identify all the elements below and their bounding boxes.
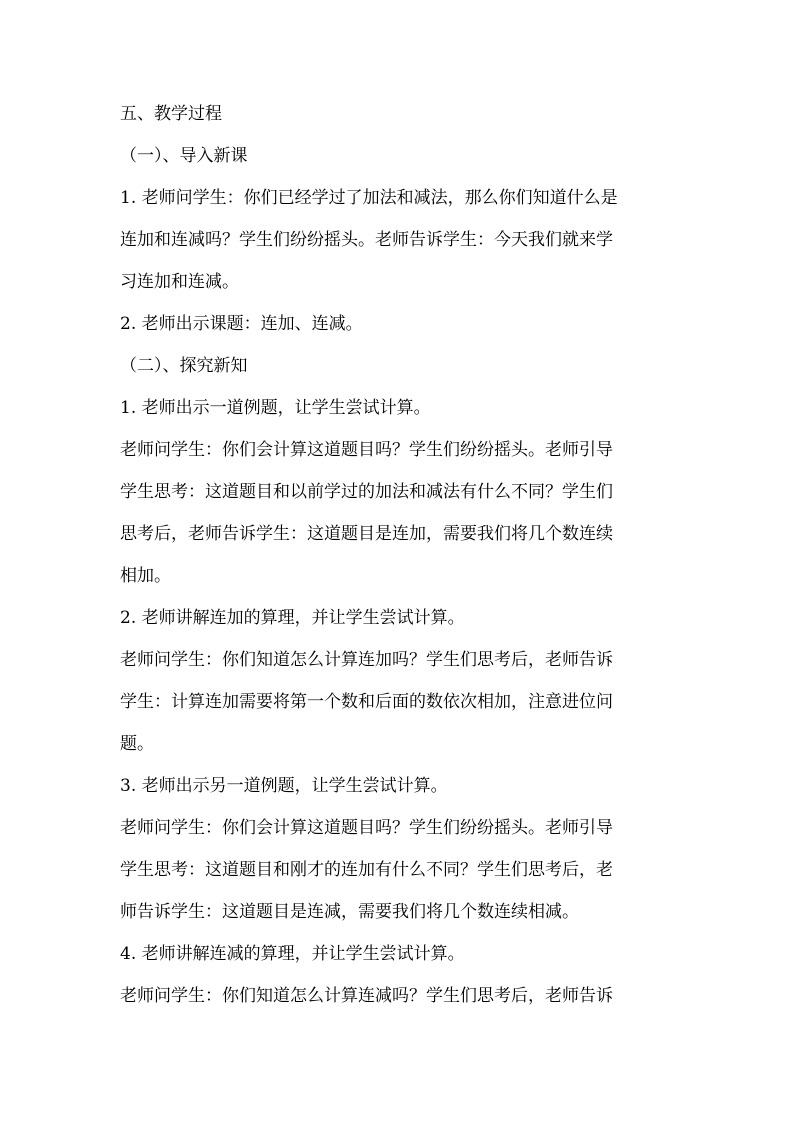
paragraph-line: 老师问学生：你们知道怎么计算连加吗？学生们思考后，老师告诉 — [120, 650, 613, 670]
paragraph-line: 题。 — [120, 734, 154, 754]
paragraph-line: 2. 老师出示课题：连加、连减。 — [120, 314, 363, 334]
paragraph-line: 师告诉学生：这道题目是连减，需要我们将几个数连续相减。 — [120, 902, 579, 922]
paragraph-line: 相加。 — [120, 566, 171, 586]
paragraph-line: 1. 老师问学生：你们已经学过了加法和减法，那么你们知道什么是 — [120, 188, 618, 208]
paragraph-line: 习连加和连减。 — [120, 272, 239, 292]
paragraph-line: 老师问学生：你们知道怎么计算连减吗？学生们思考后，老师告诉 — [120, 986, 613, 1006]
paragraph-line: 思考后，老师告诉学生：这道题目是连加，需要我们将几个数连续 — [120, 524, 613, 544]
paragraph-line: 学生：计算连加需要将第一个数和后面的数依次相加，注意进位问 — [120, 692, 613, 712]
paragraph-line: 连加和连减吗？学生们纷纷摇头。老师告诉学生：今天我们就来学 — [120, 230, 613, 250]
section-title: 五、教学过程 — [120, 104, 222, 124]
paragraph-line: 3. 老师出示另一道例题，让学生尝试计算。 — [120, 776, 448, 796]
paragraph-line: 2. 老师讲解连加的算理，并让学生尝试计算。 — [120, 608, 465, 628]
subsection-title-intro: （一）、导入新课 — [120, 146, 248, 166]
paragraph-line: 学生思考：这道题目和刚才的连加有什么不同？学生们思考后，老 — [120, 860, 613, 880]
document-body — [120, 102, 676, 1009]
paragraph-line: 1. 老师出示一道例题，让学生尝试计算。 — [120, 398, 431, 418]
paragraph-line: 学生思考：这道题目和以前学过的加法和减法有什么不同？学生们 — [120, 482, 613, 502]
paragraph-line: 4. 老师讲解连减的算理，并让学生尝试计算。 — [120, 944, 465, 964]
paragraph-line: 老师问学生：你们会计算这道题目吗？学生们纷纷摇头。老师引导 — [120, 440, 613, 460]
subsection-title-explore: （二）、探究新知 — [120, 356, 248, 376]
paragraph-line: 老师问学生：你们会计算这道题目吗？学生们纷纷摇头。老师引导 — [120, 818, 613, 838]
